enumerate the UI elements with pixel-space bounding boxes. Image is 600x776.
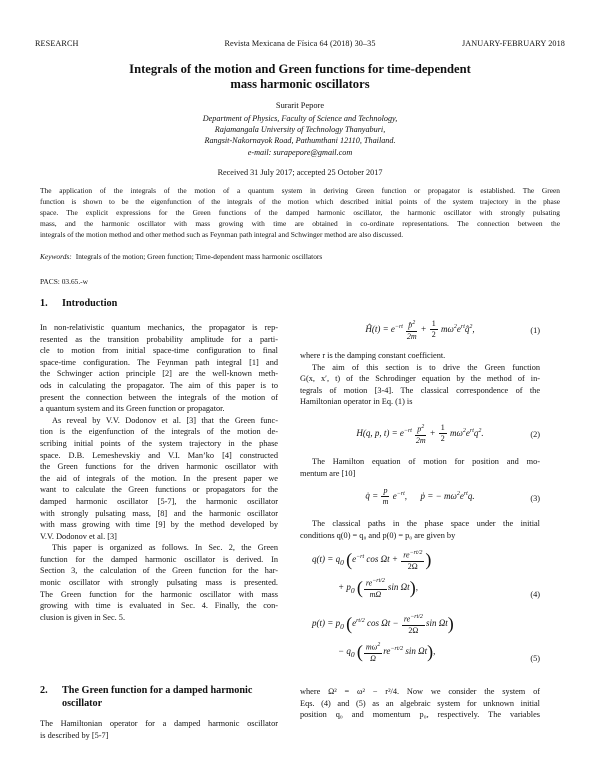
right-text-1: where r is the damping constant coefficient. The aim of this section is to drive the Green function G(x, x′, t) of the Schrodinger equation by the method of in- tegrals of motion [3-4]. The classical correspondence of the Hamiltonian operator in Eq. (1) is xyxy=(300,351,540,407)
right-text-4: where Ω² = ω² − r²/4. Now we consider the system of Eqs. (4) and (5) as an algebraic system for unknown initial position q₀ and momentum p₀, respectively. The variables xyxy=(300,687,540,720)
equation-number-4: (4) xyxy=(530,590,540,599)
equation-number-1: (1) xyxy=(530,326,540,335)
left-column xyxy=(40,322,278,623)
intro-paragraph-3: This paper is organized as follows. In Sec. 2, the Green function for the damped harmonic oscillator is derived. In Section 3, the calculation of the Green function for the har- monic oscillator with strongly pulsating mass is presented. The Green function for the harmonic oscillator with mass growing with time is evaluated in Sec. 4. Finally, the con- clusion is given in Sec. 5. xyxy=(40,543,278,622)
equation-2: H(q, p, $t) = e^{-rt}$ $\frac{p^2}{2m}$ + $\frac{1}{2}$ $m\omega^2e^{rt}q^2$. (2) xyxy=(356,423,540,445)
section2-paragraph: The Hamiltonian operator for a damped harmonic oscillator is described by [5-7] xyxy=(40,719,278,740)
equation-3: q̇ = $\frac{p}{m}$ $e^{-rt}$, ṗ = − $m\omega^2e^{rt}q$. (3) xyxy=(365,486,540,506)
intro-paragraph-1: In non-relativistic quantum mechanics, the propagator is rep- resented as the transition probability amplitude for a parti- cle to motion from initial space-time configuration to final space-time configuration. The Feynman path integral [1] and the Schwinger action principle [2] are the well-known meth- ods in calculating the propagator. The aim of this paper is to present the connection between the integrals of the motion of a quantum system and its Green function or propagator. xyxy=(40,323,278,414)
keywords-text: Integrals of the motion; Green function; Time-dependent mass harmonic oscillators xyxy=(75,252,323,261)
received-dates: Received 31 July 2017; accepted 25 October 2017 xyxy=(217,168,383,177)
journal-section-label: RESEARCH xyxy=(35,39,79,48)
right-text-3: The classical paths in the phase space under the initial conditions q(0) = q₀ and p(0) = p₀ are given by xyxy=(300,519,540,540)
author-affiliation: Department of Physics, Faculty of Science and Technology, Rajamangala University of Technology Thanyaburi, Rangsit-Nakornayok Road, Pathumthani 12110, Thailand. e-mail: surapepore@gmail.com xyxy=(0,113,600,158)
equation-5: $p(t) = p_0$ ($e^{rt/2}$ cos Ωt − $\frac{re^{-rt/2}}{2\Omega}$ sin Ωt) − $q_0$ ( $\frac{m\omega^2}{\Omega}$ $re^{-rt/2}$ sin Ωt), (5) xyxy=(312,613,540,663)
paper-title: Integrals of the motion and Green functions for time-dependent mass harmonic oscillators xyxy=(129,62,471,91)
right-text-2: The Hamilton equation of motion for position and mo- mentum are [10] xyxy=(300,457,540,478)
keywords-label: Keywords: xyxy=(40,252,72,261)
journal-citation: Revista Mexicana de Física 64 (2018) 30–35 xyxy=(224,39,376,48)
issue-date: JANUARY-FEBRUARY 2018 xyxy=(461,39,565,48)
intro-paragraph-2: As reveal by V.V. Dodonov et al. [3] that the Green func- tion is the eigenfunction of the integrals of the motion de- scribing initial points of the system trajectory in the phase space. D.B. Lemeshevskiy and V.I. Man’ko [4] constructed the Green functions for the driven harmonic oscillator with the aid of integrals of the motion. In the present paper we want to calculate the Green functions or propagators for the damped harmonic oscillator [5-7], the harmonic oscillator with strongly pulsating mass, [8] and the harmonic oscillator with mass growing with time [9] by the method developed by V.V. Dodonov et al. [3] xyxy=(40,415,278,541)
author-name: Surarit Pepore xyxy=(275,101,325,110)
author-email: e-mail: surapepore@gmail.com xyxy=(247,147,353,157)
equation-4: $q(t) = q_0$ ($e^{-rt}$ cos Ωt + $\frac{re^{-rt/2}}{2\Omega}$ ) + $p_0$ ( $\frac{re^{-rt/2}}{m\Omega}$ sin Ωt), (4) xyxy=(312,549,540,599)
section-heading-green-function: 2. The Green function for a damped harmonic oscillator xyxy=(40,685,253,709)
running-header xyxy=(35,39,565,51)
equation-number-5: (5) xyxy=(530,654,540,663)
abstract: The application of the integrals of the motion of a quantum system in deriving Green function or propagator is established. The Green function is shown to be the eigenfunction of the integrals of the motion which described initial points of the system trajectory in the phase space. The explicit expressions for the Green functions of the damped harmonic oscillator, the harmonic oscillator with strongly pulsating mass, and the harmonic oscillator with mass growing with time are obtained in co-ordinate representations. The connection between the integrals of the motion method and other method such as Feynman path integral and Schwinger method are also discussed. xyxy=(40,186,560,239)
pacs-code: PACS: 03.65.-w xyxy=(40,277,88,286)
equation-number-3: (3) xyxy=(530,494,540,503)
section-heading-introduction: 1. Introduction xyxy=(40,298,118,309)
equation-number-2: (2) xyxy=(530,430,540,439)
equation-1: Ĥ(t) = $e^{-rt}$ $\frac{p̂^2}{2m}$ + $\frac{1}{2}$ $m\omega^2e^{rt}q̂^2$, (1) xyxy=(365,319,540,341)
keywords xyxy=(40,252,560,261)
